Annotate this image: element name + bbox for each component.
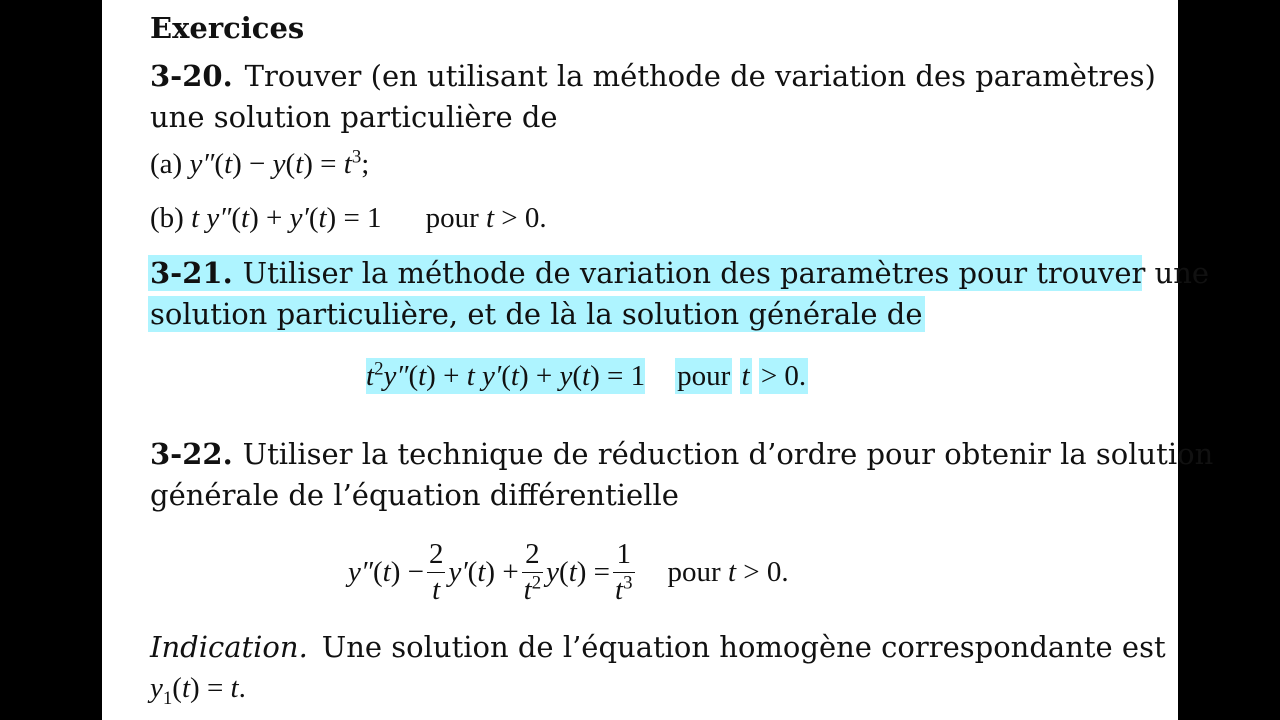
ex20-line1 (150, 58, 1156, 94)
ex22-text1: Utiliser la technique de réduction d’ordre pour obtenir la solution (242, 437, 1214, 471)
ex21-line1 (148, 255, 1210, 291)
section-heading: Exercices (150, 11, 305, 45)
ex21-condition-word: pour (677, 360, 731, 392)
ex20-a-label: (a) (150, 148, 183, 180)
ex21-line2: solution particulière, et de là la solution générale de (150, 297, 923, 331)
ex21-number: 3-21. (150, 256, 233, 290)
ex20-equation-b: (b) t y″(t) + y′(t) = 1 pour t > 0. (150, 202, 547, 234)
hint-line2: $y_1(t) = t$. (150, 672, 246, 709)
ex20-text1: Trouver (en utilisant la méthode de variation des paramètres) (244, 59, 1156, 93)
ex21-text1: Utiliser la méthode de variation des paramètres pour trouver une (242, 256, 1210, 290)
hint-text: Une solution de l’équation homogène correspondante est (321, 630, 1166, 664)
ex22-number: 3-22. (150, 437, 233, 471)
ex22-condition-word: pour (667, 556, 721, 588)
ex20-number: 3-20. (150, 59, 233, 93)
ex20-b-label: (b) (150, 202, 184, 234)
ex22-line1 (150, 436, 1214, 472)
ex20-line2: une solution particulière de (150, 100, 558, 134)
hint-label: Indication. (150, 630, 308, 664)
ex22-line2: générale de l’équation différentielle (150, 478, 679, 512)
document-page (102, 0, 1214, 720)
ex20-b-condition: pour (425, 202, 479, 234)
ex20-equation-a: (a) $y''(t) - y(t) = t^3$; (150, 146, 370, 180)
hint-line1 (150, 629, 1166, 665)
ex21-equation: $t^2y''(t) + t$ y′(t) + y(t) = 1 pour t > 0. (366, 358, 807, 392)
ex22-equation: y″(t) − $\frac{2}{t}$ y′(t) + $\frac{2}{t^2}$ y(t) = $\frac{1}{t^3}$ pour t > 0. (348, 537, 789, 606)
hint-end: . (238, 672, 246, 704)
